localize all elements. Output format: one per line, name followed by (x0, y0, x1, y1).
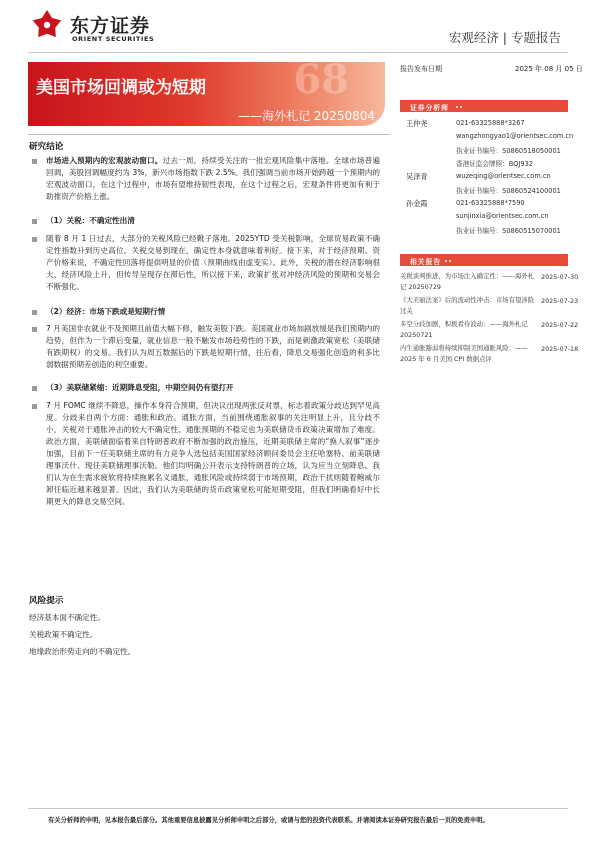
bullet-icon (32, 386, 37, 391)
related-report-title[interactable]: 内生通胀豁弱将持续抑制美国通胀风险：——2025 年 6 月美国 CPI 数据点评 (400, 344, 528, 363)
logo-text-cn: 东方证券 (70, 15, 151, 37)
analyst-license: 执业证书编号：S0860524100001 (456, 187, 561, 195)
related-report-title[interactable]: 《大美丽法案》后的流动性冲击：市场有望涉险过关 (400, 296, 535, 315)
footer-disclaimer: 有关分析师的申明，见本报告最后部分。其他重要信息披露见分析师申明之后部分，或请与您的投资代表联系。并请阅读本证券研究报告最后一页的免责申明。 (48, 817, 489, 824)
bullet-icon (32, 327, 37, 332)
related-report-date: 2025-07-23 (541, 297, 579, 305)
analyst-email[interactable]: wuzeqing@orientsec.com.cn (456, 172, 551, 180)
subheading-fed: （3）美联储紧缩：近期降息受阻，中期空间仍有望打开 (46, 383, 234, 392)
related-report-date: 2025-07-30 (541, 273, 579, 281)
paragraph-tariff: 随着 8 月 1 日过去，大部分的关税风险已经靴子落地。2025YTD 受关税影响，全球贸易政策不确定性指数升到历史高位。关税交易到现在，确定性本身就意味着利好。接下来，对于经济预期、资产价格来说，不确定性回落将提供明显的价值（预期曲线由虚变实）。此外，关税的潜在经济影响很大，经济风险上升，但传导呈现存在滞后性，所以接下来，政策扩张对冲经济风险的预期和交易会不断强化。 (46, 234, 380, 291)
analyst-name: 王仲尧 (406, 119, 428, 128)
analyst-license: 执业证书编号：S0860518050001 (456, 147, 561, 155)
analyst-license: 执业证书编号：S0860515070001 (456, 227, 561, 235)
analysts-header (400, 100, 568, 112)
related-header (400, 254, 568, 266)
analyst-email[interactable]: sunjinxia@orientsec.com.cn (456, 212, 549, 220)
logo-text-en: ORIENT SECURITIES (72, 35, 155, 43)
report-title: 美国市场回调或为短期 (36, 78, 206, 98)
bullet-icon (32, 237, 37, 242)
analyst-email[interactable]: wangzhongyao1@orientsec.com.cn (456, 132, 574, 140)
header-divider (28, 52, 568, 53)
analyst-name: 孙金霞 (406, 199, 428, 208)
related-header-label: 相关报告 (410, 257, 442, 266)
risk-item: 关税政策不确定性。 (29, 630, 98, 639)
risk-item: 经济基本面不确定性。 (29, 613, 105, 622)
subheading-economy: （2）经济：市场下跌或是短期行情 (46, 307, 166, 316)
report-date-value: 2025 年 08 月 05 日 (515, 65, 583, 73)
paragraph-fed: 7 月 FOMC 继续不降息，操作本身符合预期，但决议出现两张反对票，标志着政策分歧达到罕见高度。分歧来自两个方面：通胀和政治。通胀方面，当前围绕通胀叙事的关注明显上升，且分歧不小，关税对于通胀冲击的较大不确定性、通胀预期的不稳定也为美联储货币政策决策增加了难度。政治方面，美联储面临着来自特朗普政府不断加强的政治施压，近期美联储主席的“换人叙事”逐步加强，目前下一任美联储主席的有力竞争人选包括美国国家经济顾问委员会主任哈塞特、前美联储理事沃什、现任美联储理事沃勒。他们均明确公开表示支持特朗普的立场，认为应当立刻降息。我们认为在生需求疲软将持续拖累名义通胀，通胀风险或持续弱于市场预期，政治干扰则随着鲍威尔卸任临近越来越显著。因此，我们认为美联储的货币政策宽松可能短期受阻，但我们明确看好中长期更大的降息交易空间。 (46, 401, 380, 506)
report-category: 宏观经济 | 专题报告 (448, 30, 561, 45)
risk-title: 风险提示 (29, 596, 64, 606)
research-conclusion-title: 研究结论 (29, 142, 64, 152)
paragraph-body: 过去一周，持续受关注的一批宏观风险集中落地。全球市场普遍回调，美股回调幅度约为 3%，新兴市场指数下跌 2.5%。我们强调当前市场开始跨越一个预期内的宏观波动窗口，在这个过程中，市场有望维持韧性表现，在这个过程之后，宏观条件将更加有利于助推资产价格上涨。 (46, 156, 381, 201)
subheading-tariff: （1）关税：不确定性出清 (46, 216, 135, 225)
paragraph-lead: 市场进入预期内的宏观波动窗口。 (46, 156, 163, 165)
bullet-icon (32, 159, 37, 164)
footer-divider (28, 808, 568, 809)
analyst-phone: 021-63325888*3267 (456, 119, 525, 127)
related-report-title[interactable]: 多空分歧加剧，积极看待波动：——海外札记 20250721 (400, 320, 528, 339)
bullet-icon (32, 310, 37, 315)
risk-item: 地缘政治形势走向的不确定性。 (29, 647, 136, 656)
dot-icon (456, 106, 458, 108)
bullet-icon (32, 219, 37, 224)
related-report-title[interactable]: 关税谈判推进，为市场注入确定性：——海外札记 20250729 (400, 272, 535, 291)
analyst-name: 吴泽青 (406, 172, 428, 181)
orient-logo-icon (30, 8, 64, 42)
dot-icon (445, 260, 447, 262)
bullet-icon (32, 404, 37, 409)
analysts-header-label: 证券分析师 (410, 103, 449, 112)
banner-decoration: 68 (293, 62, 349, 103)
body-divider (28, 134, 390, 135)
related-report-date: 2025-07-22 (541, 321, 579, 329)
paragraph-economy: 7 月美国非农就业不及预期且前值大幅下修，触发美股下跌。美国就业市场加剧放缓是我们预期内的趋势，但作为一个滞后变量，就业信息一般不触发市场趋势性的下跌，而是刺激政策宽松（美联储有跌期权）的交易。我们认为周五数据后的下跌是短期行情，往后看，降息交易强化创造的利多比弱数据预期差创造的利空重要。 (46, 324, 380, 369)
dot-icon (449, 260, 451, 262)
analyst-phone: 021-63325888*7590 (456, 199, 525, 207)
analyst-hk-license: 香港证监会牌照：BQJ932 (456, 160, 533, 168)
paragraph-market-window (46, 155, 380, 203)
report-date-label: 报告发布日期 (400, 65, 442, 73)
dot-icon (460, 106, 462, 108)
report-subtitle: ——海外札记 20250804 (238, 109, 375, 123)
title-banner (28, 62, 385, 126)
related-report-date: 2025-07-18 (541, 345, 579, 353)
